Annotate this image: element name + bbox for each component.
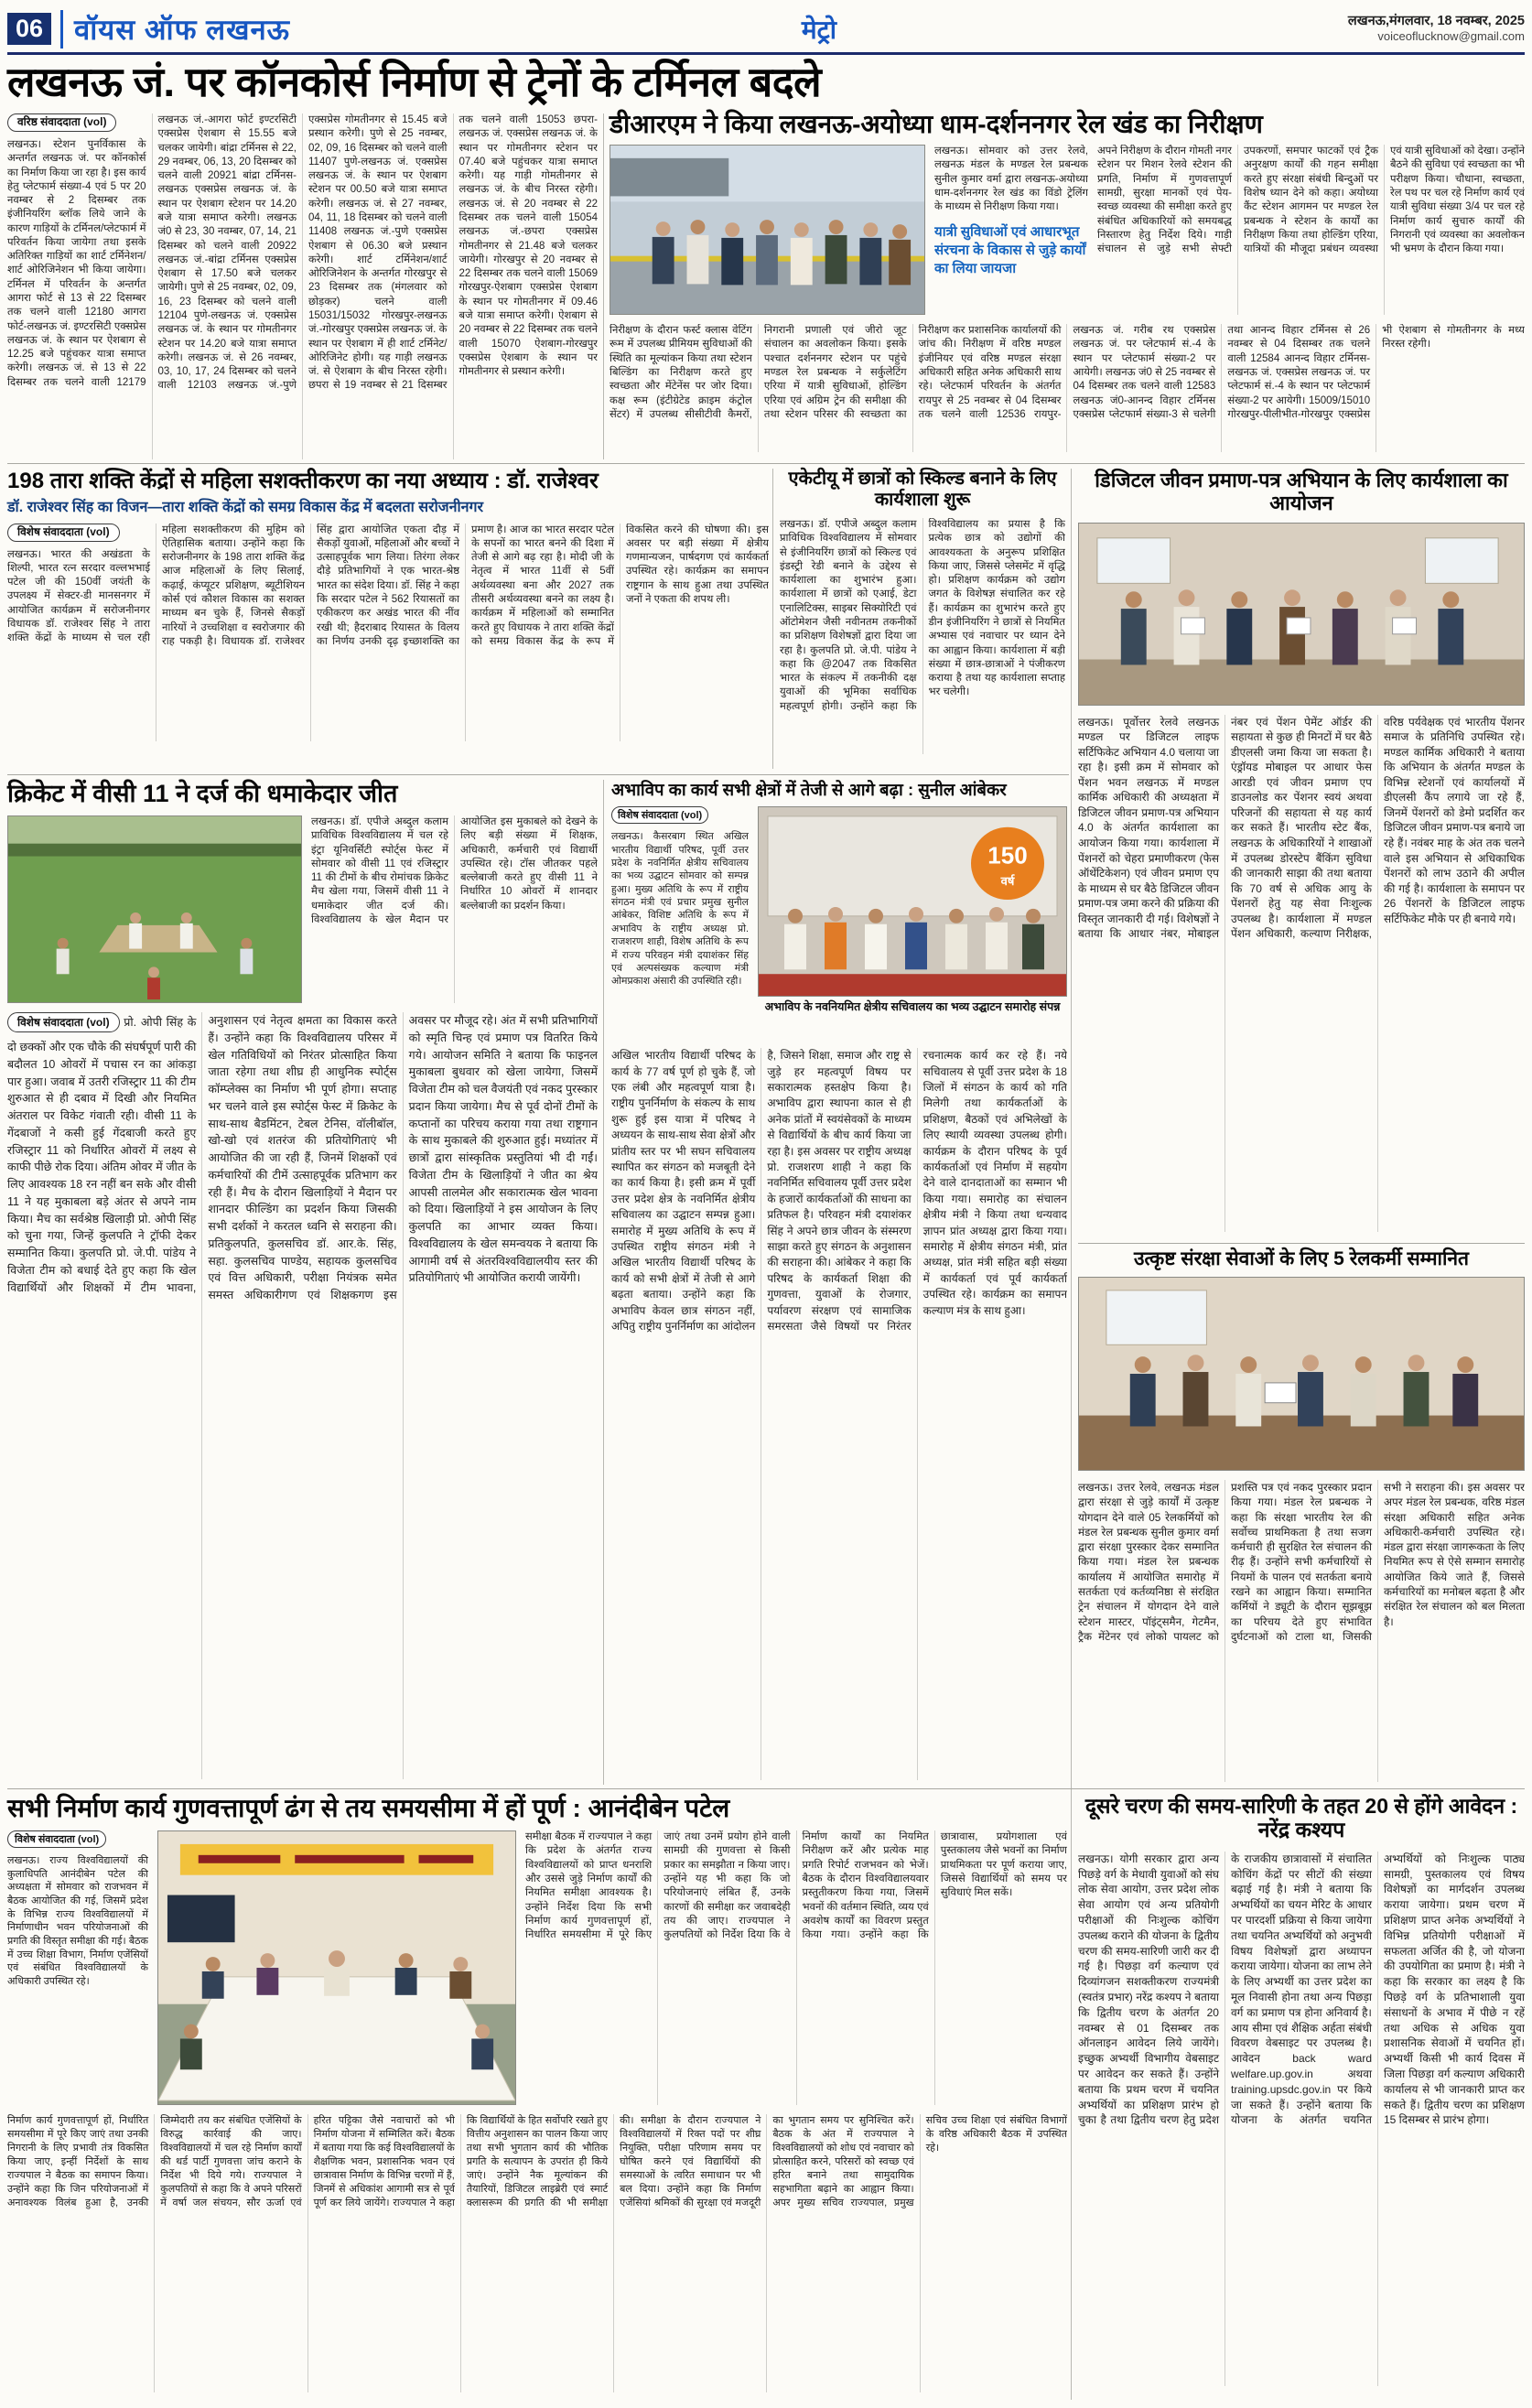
divider-vertical: [772, 469, 773, 769]
article-abvp: [611, 780, 1067, 1785]
abvp-byline: विशेष संवाददाता (vol): [611, 806, 708, 824]
drm-pullquote: यात्री सुविधाओं एवं आधारभूत संरचना के विकास से जुड़े कार्यों का लिया जायजा: [934, 223, 1086, 277]
abvp-photo-block: [758, 806, 1067, 1037]
tara-body: [7, 524, 769, 741]
governor-lead-column: [7, 1830, 148, 2105]
tara-headline: 198 तारा शक्ति केंद्रों से महिला सशक्तीकरण का नया अध्याय : डॉ. राजेश्वर: [7, 469, 599, 493]
divider-horizontal: [1078, 1243, 1525, 1244]
article-lead: [7, 113, 598, 459]
tara-byline: विशेष संवाददाता (vol): [7, 524, 120, 542]
digital-body: लखनऊ। पूर्वोत्तर रेलवे लखनऊ मण्डल पर डिजिटल लाइफ सर्टिफिकेट अभियान 4.0 चलाया जा रहा है। इसी क्रम में सोमवार को पेंशन भवन लखनऊ में मण्डल कार्मिक अधिकारी की अध्यक्षता में डिजिटल जीवन प्रमाण-पत्र अभियान 4.0 के अंतर्गत कार्यशाला का आयोजन किया गया। कार्यशाला में पेंशनरों को चेहरा प्रमाणीकरण (फेस ऑथेंटिकेशन) एवं जीवन प्रमाण एप के माध्यम से घर बैठे डिजिटल जीवन प्रमाण-पत्र जमा करने की प्रक्रिया की विस्तृत जानकारी दी गई। विशेषज्ञों ने बताया कि आधार नंबर, मोबाइल नंबर एवं पेंशन पेमेंट ऑर्डर की सहायता से कुछ ही मिनटों में घर बैठे डीएलसी जमा किया जा सकता है। एंड्रॉयड मोबाइल पर आधार फेस आरडी एवं जीवन प्रमाण एप डाउनलोड कर पेंशनर स्वयं अथवा परिजनों की सहायता से यह कार्य कर सकते हैं। भारतीय स्टेट बैंक, लखनऊ के अधिकारियों ने शाखाओं में उपलब्ध डोरस्टेप बैंकिंग सुविधा की जानकारी साझा की तथा बताया कि 70 वर्ष से अधिक आयु के पेंशनरों हेतु यह सेवा निःशुल्क उपलब्ध है। कार्यशाला में मण्डल पेंशन अधिकारी, कल्याण निरीक्षक, वरिष्ठ पर्यवेक्षक एवं भारतीय पेंशनर समाज के प्रतिनिधि उपस्थित रहे। मण्डल कार्मिक अधिकारी ने बताया कि अभियान के अंतर्गत मण्डल के विभिन्न स्टेशनों एवं कार्यालयों में डीएलसी कैंप लगाये जा रहे हैं, जिनमें पेंशनरों को डेमो प्रदर्शित कर डिजिटल जीवन प्रमाण-पत्र बनाये जा रहे हैं। नवंबर माह के अंत तक चलने वाले इस अभियान से अधिकाधिक पेंशनरों को लाभ उठाने की अपील की गई है। कार्यशाला के समापन पर 26 पेंशनरों के डिजिटल लाइफ सर्टिफिकेट मौके पर ही बनाये गये।: [1078, 715, 1525, 941]
cricket-body-text: प्रो. ओपी सिंह के दो छक्कों और एक चौके की संघर्षपूर्ण पारी की बदौलत 10 ओवरों में पचास रन का आंकड़ा पार हुआ। जवाब में उतरी रजिस्ट्रार 11 की टीम शुरुआत से ही दबाव में दिखी और नियमित अंतराल पर विकेट गंवाती रही। वीसी 11 के गेंदबाजों ने कसी हुई गेंदबाजी करते हुए रजिस्ट्रार 11 को निर्धारित ओवरों में लक्ष्य से काफी पीछे रोक दिया। अंतिम ओवर में जीत के लिए आवश्यक 18 रन नहीं बन सके और वीसी 11 ने यह मुकाबला बड़े अंतर से अपने नाम किया। मैच का सर्वश्रेष्ठ खिलाड़ी प्रो. ओपी सिंह को चुना गया, जिन्हें कुलपति ने ट्रॉफी देकर सम्मानित किया। कुलपति प्रो. जे.पी. पांडेय ने विजेता टीम को बधाई देते हुए कहा कि खेल विद्यार्थियों और शिक्षकों में टीम भावना, अनुशासन एवं नेतृत्व क्षमता का विकास करते हैं। उन्होंने कहा कि विश्वविद्यालय परिसर में खेल गतिविधियों को निरंतर प्रोत्साहित किया जाता रहेगा तथा शीघ्र ही आधुनिक स्पोर्ट्स कॉम्प्लेक्स का निर्माण भी पूर्ण होगा। सप्ताह भर चलने वाले इस स्पोर्ट्स फेस्ट में क्रिकेट के साथ-साथ बैडमिंटन, टेबल टेनिस, वॉलीबॉल, खो-खो एवं शतरंज की प्रतियोगिताएं भी आयोजित की जा रही हैं, जिनमें शिक्षकों एवं कर्मचारियों की टीमें उत्साहपूर्वक प्रतिभाग कर रही हैं। मैच के दौरान खिलाड़ियों ने मैदान पर शानदार फील्डिंग का प्रदर्शन किया जिसकी सभी दर्शकों ने करतल ध्वनि से सराहना की। प्रतिकुलपति, कुलसचिव डॉ. आर.के. सिंह, सहा. कुलसचिव पाण्डेय, सहायक कुलसचिव एवं वित्त अधिकारी, परीक्षा नियंत्रक समेत समस्त अधिकारीगण एवं शिक्षकगण इस अवसर पर मौजूद रहे। अंत में सभी प्रतिभागियों को स्मृति चिन्ह एवं प्रमाण पत्र वितरित किये गये। आयोजन समिति ने बताया कि फाइनल मुकाबला बुधवार को खेला जायेगा, जिसमें विजेता टीम को चल वैजयंती एवं नकद पुरस्कार प्रदान किया जायेगा। मैच से पूर्व दोनों टीमों के कप्तानों का परिचय कराया गया तथा राष्ट्रगान के साथ मुकाबले की शुरुआत हुई। मध्यांतर में छात्रों द्वारा सांस्कृतिक प्रस्तुतियां भी दी गईं। विजेता टीम के खिलाड़ियों ने जीत का श्रेय आपसी तालमेल और सकारात्मक खेल भावना को दिया। खिलाड़ियों ने इस आयोजन के लिए कुलपति का आभार व्यक्त किया। विश्वविद्यालय के खेल समन्वयक ने बताया कि आगामी वर्ष से अंतरविश्वविद्यालयीय स्तर की प्रतियोगिताएं भी आयोजित करायी जायेंगी।: [7, 1014, 598, 1302]
drm-headline: डीआरएम ने किया लखनऊ-अयोध्या धाम-दर्शननगर रेल खंड का निरीक्षण: [610, 110, 1263, 138]
divider-horizontal: [7, 463, 1525, 464]
divider-vertical: [1071, 469, 1072, 2400]
article-obc: [1078, 1794, 1525, 2402]
governor-bottom: निर्माण कार्य गुणवत्तापूर्ण हों, निर्धारित समयसीमा में पूरे किए जाएं तथा उनकी निगरानी के लिए प्रभावी तंत्र विकसित किया जाए, इन्हीं निर्देशों के साथ राज्यपाल ने बैठक का समापन किया। उन्होंने कहा कि जिन परियोजनाओं में अनावश्यक विलंब हुआ है, उनकी जिम्मेदारी तय कर संबंधित एजेंसियों के विरुद्ध कार्रवाई की जाए। विश्वविद्यालयों में चल रहे निर्माण कार्यों की थर्ड पार्टी गुणवत्ता जांच कराने के निर्देश भी दिये गये। राज्यपाल ने कुलपतियों से कहा कि वे अपने परिसरों में वर्षा जल संचयन, सौर ऊर्जा एवं हरित पट्टिका जैसे नवाचारों को भी निर्माण योजना में सम्मिलित करें। बैठक में बताया गया कि कई विश्वविद्यालयों के शैक्षणिक भवन, प्रशासनिक भवन एवं छात्रावास निर्माण के विभिन्न चरणों में हैं, जिनमें से अधिकांश आगामी सत्र से पूर्व पूर्ण कर लिये जायेंगे। राज्यपाल ने कहा कि विद्यार्थियों के हित सर्वोपरि रखते हुए वित्तीय अनुशासन का पालन किया जाए तथा सभी भुगतान कार्य की भौतिक प्रगति के सत्यापन के उपरांत ही किये जाएं। उन्होंने नैक मूल्यांकन की तैयारियों, डिजिटल लाइब्रेरी एवं स्मार्ट क्लासरूम की प्रगति की भी समीक्षा की। समीक्षा के दौरान राज्यपाल ने विश्वविद्यालयों में रिक्त पदों पर शीघ्र नियुक्ति, परीक्षा परिणाम समय पर घोषित करने एवं विद्यार्थियों की समस्याओं के त्वरित समाधान पर भी बल दिया। उन्होंने कहा कि निर्माण एजेंसियां श्रमिकों की सुरक्षा एवं मजदूरी का भुगतान समय पर सुनिश्चित करें। बैठक के अंत में राज्यपाल ने विश्वविद्यालयों को शोध एवं नवाचार को प्रोत्साहित करने, परिसरों को स्वच्छ एवं हरित बनाने तथा सामुदायिक सहभागिता बढ़ाने का आह्वान किया। अपर मुख्य सचिव राज्यपाल, प्रमुख सचिव उच्च शिक्षा एवं संबंधित विभागों के वरिष्ठ अधिकारी बैठक में उपस्थित रहे।: [7, 2115, 1067, 2208]
article-aktu: [780, 469, 1065, 769]
governor-byline: विशेष संवाददाता (vol): [7, 1830, 106, 1848]
safety-body: लखनऊ। उत्तर रेलवे, लखनऊ मंडल द्वारा संरक्षा से जुड़े कार्यों में उत्कृष्ट योगदान देने वाले 05 रेलकर्मियों को मंडल रेल प्रबन्धक सुनील कुमार वर्मा द्वारा संरक्षा पुरस्कार देकर सम्मानित किया गया। मंडल रेल प्रबन्धक कार्यालय में आयोजित समारोह में सतर्कता एवं कर्तव्यनिष्ठा से संरक्षित ट्रेन संचालन में योगदान देने वाले स्टेशन मास्टर, पॉइंट्समैन, गेटमैन, ट्रैक मेंटेनर एवं लोको पायलट को प्रशस्ति पत्र एवं नकद पुरस्कार प्रदान किया गया। मंडल रेल प्रबन्धक ने कहा कि संरक्षा भारतीय रेल की सर्वोच्च प्राथमिकता है तथा सजग कर्मचारी ही सुरक्षित रेल संचालन की रीढ़ हैं। उन्होंने सभी कर्मचारियों से नियमों के पालन एवं सतर्कता बनाये रखने का आह्वान किया। सम्मानित कर्मियों ने ड्यूटी के दौरान सूझबूझ का परिचय देते हुए संभावित दुर्घटनाओं को टाला था, जिसकी सभी ने सराहना की। इस अवसर पर अपर मंडल रेल प्रबन्धक, वरिष्ठ मंडल संरक्षा अधिकारी सहित अनेक अधिकारी-कर्मचारी उपस्थित रहे। मंडल द्वारा संरक्षा जागरूकता के लिए नियमित रूप से ऐसे सम्मान समारोह आयोजित किये जाते हैं, जिससे कर्मचारियों का मनोबल बढ़ता है और संरक्षित रेल संचालन को बल मिलता है।: [1078, 1481, 1525, 1643]
governor-headline: सभी निर्माण कार्य गुणवत्तापूर्ण ढंग से तय समयसीमा में हों पूर्ण : आनंदीबेन पटेल: [7, 1794, 730, 1822]
abvp-inauguration-photo: [758, 806, 1067, 997]
drm-body-continued: निरीक्षण के दौरान फर्स्ट क्लास वेटिंग रूम में उपलब्ध प्रीमियम सुविधाओं की स्थिति का मूल्यांकन किया तथा स्टेशन बिल्डिंग का निरीक्षण करते हुए स्वच्छता और मेंटेनेंस पर जोर दिया। कक्ष रूम (इंटीग्रेटेड क्राइम कंट्रोल सेंटर) में उपलब्ध सीसीटीवी कैमरों, निगरानी प्रणाली एवं जीरो जूट संचालन का अवलोकन किया। इसके पश्चात दर्शननगर स्टेशन पर पहुंचे मण्डल रेल प्रबन्धक ने सर्कुलेटिंग एरिया में यात्री सुविधाओं, होल्डिंग एरिया एवं अग्रिम ट्रेन की समीक्षा की तथा स्टेशन परिसर की स्वच्छता का निरीक्षण कर प्रशासनिक कार्यालयों की जांच की। निरीक्षण में वरिष्ठ मण्डल इंजीनियर एवं वरिष्ठ मण्डल संरक्षा अधिकारी सहित अनेक अधिकारी साथ रहे। प्लेटफार्म परिवर्तन के अंतर्गत रायपुर से 25 नवम्बर से 04 दिसम्बर तक चलने वाली 12536 रायपुर-लखनऊ जं. गरीब रथ एक्सप्रेस लखनऊ जं. पर प्लेटफार्म सं.-4 के स्थान पर प्लेटफार्म संख्या-2 पर आयेगी। लखनऊ जं0 से 25 नवम्बर से 04 दिसम्बर तक चलने वाली 12583 लखनऊ जं0-आनन्द विहार टर्मिनस एक्सप्रेस प्लेटफार्म संख्या-3 से चलेगी तथा आनन्द विहार टर्मिनस से 26 नवम्बर से 04 दिसम्बर तक चलने वाली 12584 आनन्द विहार टर्मिनस-लखनऊ जं. एक्सप्रेस लखनऊ जं. पर प्लेटफार्म सं.-4 के स्थान पर प्लेटफार्म संख्या-2 पर आयेगी। 15009/15010 गोरखपुर-पीलीभीत-गोरखपुर एक्सप्रेस भी ऐशबाग से गोमतीनगर के मध्य निरस्त रहेगी।: [610, 325, 1525, 420]
divider-vertical: [603, 780, 604, 1785]
article-safety: [1078, 1248, 1525, 1787]
abvp-lead-column: [611, 806, 749, 1037]
abvp-lead-text: लखनऊ। कैसरबाग स्थित अखिल भारतीय विद्यार्थी परिषद, पूर्वी उत्तर प्रदेश के नवनिर्मित क्षेत्रीय सचिवालय का भव्य उद्घाटन सोमवार को सम्पन्न हुआ। मुख्य अतिथि के रूप में राष्ट्रीय संगठन मंत्री एवं प्रचार प्रमुख सुनील आंबेकर, विशिष्ट अतिथि के रूप में अभाविप के राष्ट्रीय अध्यक्ष प्रो. राजशरण शाही, विशेष अतिथि के रूप में राज्य परिवहन मंत्री दयाशंकर सिंह एवं अल्पसंख्यक कल्याण मंत्री ओमप्रकाश अंसारी की उपस्थिति रही।: [611, 831, 749, 988]
divider-vertical: [603, 113, 604, 459]
cricket-body: [7, 1012, 598, 1779]
lead-byline: वरिष्ठ संवाददाता (vol): [7, 113, 116, 132]
abvp-photo-caption: अभाविप के नवनियमित क्षेत्रीय सचिवालय का भव्य उद्घाटन समारोह संपन्न: [764, 1000, 1061, 1014]
dateline: लखनऊ,मंगलवार, 18 नवम्बर, 2025: [1347, 14, 1525, 29]
divider-horizontal: [7, 774, 1069, 775]
governor-meeting-photo: [157, 1830, 516, 2105]
governor-right-cols: समीक्षा बैठक में राज्यपाल ने कहा कि प्रदेश के अंतर्गत राज्य विश्वविद्यालयों को प्राप्त धनराशि और उससे जुड़े निर्माण कार्यों की नियमित समीक्षा आवश्यक है। उन्होंने निर्देश दिया कि सभी निर्माण कार्य गुणवत्तापूर्ण हों, निर्धारित समयसीमा में पूरे किए जाएं तथा उनमें प्रयोग होने वाली सामग्री की गुणवत्ता से किसी प्रकार का समझौता न किया जाए। उन्होंने यह भी कहा कि जो परियोजनाएं लंबित हैं, उनके कारणों की समीक्षा कर जवाबदेही तय की जाए। राज्यपाल ने कुलपतियों को निर्देश दिया कि वे निर्माण कार्यों का नियमित निरीक्षण करें और प्रत्येक माह प्रगति रिपोर्ट राजभवन को भेजें। बैठक के दौरान विश्वविद्यालयवार प्रस्तुतीकरण किया गया, जिसमें भवनों की वर्तमान स्थिति, व्यय एवं अवशेष कार्यों का विवरण प्रस्तुत किया गया। उन्होंने कहा कि छात्रावास, प्रयोगशाला एवं पुस्तकालय जैसे भवनों का निर्माण प्राथमिकता पर पूर्ण कराया जाए, जिससे विद्यार्थियों को समय पर सुविधाएं मिल सकें।: [525, 1831, 1067, 1941]
cricket-byline: विशेष संवाददाता (vol): [7, 1012, 120, 1032]
cricket-headline: क्रिकेट में वीसी 11 ने दर्ज की धमाकेदार जीत: [7, 780, 398, 807]
obc-body: लखनऊ। योगी सरकार द्वारा अन्य पिछड़े वर्ग के मेधावी युवाओं को संघ लोक सेवा आयोग, उत्तर प्रदेश लोक सेवा आयोग एवं अन्य प्रतियोगी परीक्षाओं की निःशुल्क कोचिंग उपलब्ध कराने की योजना के द्वितीय चरण की समय-सारिणी जारी कर दी गई है। पिछड़ा वर्ग कल्याण एवं दिव्यांगजन सशक्तीकरण राज्यमंत्री (स्वतंत्र प्रभार) नरेंद्र कश्यप ने बताया कि द्वितीय चरण के अंतर्गत 20 नवम्बर से 01 दिसम्बर तक ऑनलाइन आवेदन लिये जायेंगे। इच्छुक अभ्यर्थी विभागीय वेबसाइट पर आवेदन कर सकते हैं। उन्होंने बताया कि प्रथम चरण में चयनित अभ्यर्थियों का प्रशिक्षण प्रारंभ हो चुका है तथा द्वितीय चरण हेतु प्रदेश के राजकीय छात्रावासों में संचालित कोचिंग केंद्रों पर सीटों की संख्या बढ़ाई गई है। मंत्री ने बताया कि अभ्यर्थियों का चयन मेरिट के आधार पर पारदर्शी प्रक्रिया से किया जायेगा तथा चयनित अभ्यर्थियों को अनुभवी विषय विशेषज्ञों द्वारा अध्यापन कराया जायेगा। योजना का लाभ लेने के लिए अभ्यर्थी का उत्तर प्रदेश का मूल निवासी होना तथा अन्य पिछड़ा वर्ग का प्रमाण पत्र होना अनिव‍ार्य है। आय सीमा एवं शैक्षिक अर्हता संबंधी विवरण वेबसाइट पर उपलब्ध है। आवेदन back ward welfare.up.gov.in अथवा training.upsdc.gov.in पर किये जा सकते हैं। उन्होंने बताया कि योजना के अंतर्गत चयनित अभ्यर्थियों को निःशुल्क पाठ्य सामग्री, पुस्तकालय एवं विषय विशेषज्ञों का मार्गदर्शन उपलब्ध कराया जायेगा। प्रथम चरण में प्रशिक्षण प्राप्त अनेक अभ्यर्थियों ने विभिन्न प्रतियोगी परीक्षाओं में सफलता अर्जित की है, जो योजना की उपयोगिता का प्रमाण है। मंत्री ने कहा कि सरकार का लक्ष्य है कि पिछड़े वर्ग के प्रतिभाशाली युवा संसाधनों के अभाव में पीछे न रहें तथा अधिक से अधिक युवा प्रशासनिक सेवाओं में चयनित हों। अभ्यर्थी किसी भी कार्य दिवस में जिला पिछड़ा वर्ग कल्याण अधिकारी कार्यालय से भी जानकारी प्राप्त कर सकते हैं। द्वितीय चरण का प्रशिक्षण 15 दिसम्बर से प्रारंभ होगा।: [1078, 1852, 1525, 2127]
masthead: वॉयस ऑफ लखनऊ: [60, 10, 290, 49]
aktu-body: लखनऊ। डॉ. एपीजे अब्दुल कलाम प्राविधिक विश्वविद्यालय में सोमवार से इंजीनियरिंग छात्रों को स्किल्ड एवं इंडस्ट्री रेडी बनाने के उद्देश्य से कार्यशाला का शुभारंभ हुआ। कार्यशाला में छात्रों को एआई, डेटा एनालिटिक्स, साइबर सिक्योरिटी एवं ऑटोमेशन जैसी नवीनतम तकनीकों का प्रशिक्षण विशेषज्ञों द्वारा दिया जा रहा है। कुलपति प्रो. जे.पी. पांडेय ने कहा कि @2047 तक विकसित भारत के संकल्प में तकनीकी दक्ष युवाओं की भूमिका सर्वाधिक महत्वपूर्ण होगी। उन्होंने कहा कि विश्वविद्यालय का प्रयास है कि प्रत्येक छात्र को उद्योगों की आवश्यकता के अनुरूप प्रशिक्षित किया जाए, जिससे प्लेसमेंट में वृद्धि हो। प्रशिक्षण कार्यक्रम को उद्योग जगत के विशेषज्ञ संचालित कर रहे हैं। कार्यक्रम का शुभारंभ करते हुए डीन इंजीनियरिंग ने छात्रों से नियमित अभ्यास एवं नवाचार पर ध्यान देने का आह्वान किया। कार्यशाला में बड़ी संख्या में छात्र-छात्राओं ने पंजीकरण कराया है तथा यह कार्यशाला सप्ताह भर चलेगी।: [780, 519, 1065, 712]
abvp-body: अखिल भारतीय विद्यार्थी परिषद के कार्य के 77 वर्ष पूर्ण हो चुके हैं, जो एक लंबी और महत्वपूर्ण यात्रा है। राष्ट्रीय पुनर्निर्माण के संकल्प के साथ शुरू हुई इस यात्रा में परिषद ने अध्ययन के साथ-साथ सेवा क्षेत्रों और प्रांतीय स्तर पर भी सघन सचिवालय स्थापित कर संगठन को मजबूती देने का कार्य किया है। इसी क्रम में पूर्वी उत्तर प्रदेश क्षेत्र के नवनिर्मित क्षेत्रीय सचिवालय का उद्घाटन सम्पन्न हुआ। समारोह में मुख्य अतिथि के रूप में उपस्थित राष्ट्रीय संगठन मंत्री ने अखिल भारतीय विद्यार्थी परिषद के कार्य को सभी क्षेत्रों में तेजी से आगे बढ़ता बताया। उन्होंने कहा कि अभाविप केवल छात्र संगठन नहीं, अपितु राष्ट्रीय पुनर्निर्माण का आंदोलन है, जिसने शिक्षा, समाज और राष्ट्र से जुड़े हर महत्वपूर्ण विषय पर सकारात्मक हस्तक्षेप किया है। अभाविप द्वारा स्थापना काल से ही अनेक प्रांतों में स्वयंसेवकों के माध्यम से विद्यार्थियों के बीच कार्य किया जा रहा है। इस अवसर पर राष्ट्रीय अध्यक्ष प्रो. राजशरण शाही ने कहा कि नवनिर्मित सचिवालय पूर्वी उत्तर प्रदेश के हजारों कार्यकर्ताओं की साधना का प्रतिफल है। परिवहन मंत्री दयाशंकर सिंह ने अपने छात्र जीवन के संस्मरण साझा करते हुए संगठन के अनुशासन की सराहना की। आंबेकर ने कहा कि परिषद के कार्यकर्ता शिक्षा की गुणवत्ता, युवाओं के रोजगार, पर्यावरण संरक्षण एवं सामाजिक समरसता जैसे विषयों पर निरंतर रचनात्मक कार्य कर रहे हैं। नये सचिवालय से पूर्वी उत्तर प्रदेश के 18 जिलों में संगठन के कार्य को गति मिलेगी तथा कार्यकर्ताओं के प्रशिक्षण, बैठकों एवं अभिलेखों के लिए स्थायी व्यवस्था उपलब्ध होगी। कार्यक्रम के दौरान परिषद के पूर्व कार्यकर्ताओं एवं निर्माण में सहयोग देने वाले दानदाताओं का सम्मान भी किया गया। समारोह का संचालन क्षेत्रीय मंत्री ने किया तथा धन्यवाद ज्ञापन प्रांत अध्यक्ष द्वारा किया गया। समारोह में क्षेत्रीय संगठन मंत्री, प्रांत अध्यक्ष, प्रांत मंत्री सहित बड़ी संख्या में कार्यकर्ता एवं पूर्व कार्यकर्ता उपस्थित रहे। कार्यक्रम का समापन कल्याण मंत्र के साथ हुआ।: [611, 1049, 1067, 1333]
obc-headline: दूसरे चरण की समय-सारिणी के तहत 20 से होंगे आवेदन : नरेंद्र कश्यप: [1084, 1794, 1518, 1842]
header-dateline-block: [1348, 13, 1525, 44]
digital-workshop-photo: [1078, 523, 1525, 706]
contact-email: voiceoflucknow@gmail.com: [1377, 29, 1525, 44]
article-cricket: [7, 780, 598, 1785]
governor-col1: लखनऊ। राज्य विश्वविद्यालयों की कुलाधिपति आनंदीबेन पटेल की अध्यक्षता में सोमवार को राजभवन में बैठक आयोजित की गई, जिसमें प्रदेश के विभिन्न राज्य विश्वविद्यालयों में निर्माणाधीन भवन परियोजनाओं की प्रगति की विस्तृत समीक्षा की गई। बैठक में उच्च शिक्षा विभाग, निर्माण एजेंसियों एवं संबंधित विश्वविद्यालयों के अधिकारी उपस्थित रहे।: [7, 1855, 148, 1987]
drm-body: अपने निरीक्षण के दौरान गोमती नगर स्टेशन पर मिशन रेलवे स्टेशन की प्रगति, निर्माण में गुणवत्तापूर्ण सामग्री, सुरक्षा मानकों एवं पेय-स्वच्छ व्यवस्था की समीक्षा करते हुए संबंधित अधिकारियों को समयबद्ध निस्तारण हेतु निर्देश दिये। गाड़ी संचालन से जुड़े सभी सेफ्टी उपकरणों, समपार फाटकों एवं ट्रैक अनुरक्षण कार्यों की गहन समीक्षा करते हुए संरक्षा संबंधी बिन्दुओं पर विशेष ध्यान देने को कहा। अयोध्या कैंट स्टेशन आगमन पर मण्डल रेल प्रबन्धक ने स्टेशन के कार्यों का निरीक्षण किया तथा होल्डिंग एरिया, यात्रियों की मौजूदा प्रबंधन व्यवस्था एवं यात्री सुविधाओं को देखा। उन्होंने बैठने की सुविधा एवं स्वच्छता का भी परीक्षण किया। चौधाना, स्वच्छता, रेल पथ पर चल रहे निर्माण कार्य एवं यात्री सुविधा संख्या 3/4 पर चल रहे निर्माण कार्य सुचारु कार्यों की निगरानी एवं व्यवस्था का अवलोकन भी भ्रमण के दौरान किया गया।: [1097, 146, 1525, 255]
abvp-badge-word: वर्ष: [1000, 874, 1015, 889]
tara-body-text: लखनऊ। भारत की अखंडता के शिल्पी, भारत रत्न सरदार वल्लभभाई पटेल जी की 150वीं जयंती के उपलक्ष्य में सेक्टर-डी मानसनगर में आयोजित कार्यक्रम में सरोजनीनगर विधायक डॉ. राजेश्वर सिंह ने तारा शक्ति केंद्रों के माध्यम से चल रही महिला सशक्तीकरण की मुहिम को ऐतिहासिक बताया। उन्होंने कहा कि सरोजनीनगर के 198 तारा शक्ति केंद्र आज महिलाओं के लिए सिलाई, कढ़ाई, कंप्यूटर प्रशिक्षण, ब्यूटीशियन कोर्स एवं कौशल विकास का सशक्त माध्यम बन चुके हैं, जिनसे सैकड़ों नारियों ने उच्चशिक्षा व स्वरोजगार की राह पकड़ी है। विधायक डॉ. राजेश्वर सिंह द्वारा आयोजित एकता दौड़ में सैकड़ों युवाओं, महिलाओं और बच्चों ने उत्साहपूर्वक भाग लिया। तिरंगा लेकर दौड़े प्रतिभागियों ने एक भारत-श्रेष्ठ भारत का संदेश दिया। डॉ. सिंह ने कहा कि सरदार पटेल ने 562 रियासतों का एकीकरण कर अखंड भारत की नींव रखी थी; हैदराबाद रियासत के विलय का निर्णय उनकी दृढ़ इच्छाशक्ति का प्रमाण है। आज का भारत सरदार पटेल के सपनों का भारत बनने की दिशा में तेजी से आगे बढ़ रहा है। मोदी जी के नेतृत्व में भारत 11वीं से 5वीं अर्थव्यवस्था बना और 2027 तक तीसरी अर्थव्यवस्था बनने का लक्ष्य है। कार्यक्रम में महिलाओं को सम्मानित करते हुए विधायक ने तारा शक्ति केंद्रों को समग्र विकास केंद्र के रूप में विकसित करने की घोषणा की। इस अवसर पर बड़ी संख्या में क्षेत्रीय गणमान्यजन, पार्षदगण एवं कार्यकर्ता उपस्थित रहे। कार्यक्रम का समापन राष्ट्रगान के साथ हुआ तथा उपस्थित जनों ने एकता की शपथ ली।: [7, 524, 769, 647]
tara-subhead: डॉ. राजेश्वर सिंह का विजन—तारा शक्ति केंद्रों को समग्र विकास केंद्र में बदलता सरोजनीनगर: [7, 499, 484, 515]
page-number: 06: [7, 13, 51, 45]
lead-headline: लखनऊ जं. पर कॉनकोर्स निर्माण से ट्रेनों के टर्मिनल बदले: [7, 59, 822, 105]
divider-horizontal: [7, 1788, 1525, 1789]
safety-award-photo: [1078, 1277, 1525, 1471]
abvp-headline: अभाविप का कार्य सभी क्षेत्रों में तेजी से आगे बढ़ा : सुनील आंबेकर: [611, 780, 1007, 799]
drm-inspection-photo: [610, 145, 925, 315]
article-drm: [610, 110, 1525, 461]
drm-intro-column: [934, 145, 1088, 315]
article-digital: [1078, 469, 1525, 1239]
section-name: मेट्रो: [801, 15, 836, 44]
abvp-badge-number: 150: [987, 843, 1028, 869]
lead-body-text: लखनऊ। स्टेशन पुनर्विकास के अन्तर्गत लखनऊ जं. पर कॉनकोर्स का निर्माण किया जा रहा है। इस कार्य हेतु प्लेटफार्म संख्या-4 एवं 5 पर 20 नवम्बर से 2 दिसम्बर तक इंजीनियरिंग ब्लॉक लिये जाने के कारण गाड़ियों के टर्मिनल/प्लेटफार्म में परिवर्तन किया जायेगा तथा इसके अतिरिक्त गाड़ियों का शार्ट टर्मिनेशन/शार्ट ओरिजिनेशन भी किया जायेगा। टर्मिनल में परिवर्तन के अन्तर्गत आगरा फोर्ट से 13 से 22 दिसम्बर तक चलने वाली 12180 आगरा फोर्ट-लखनऊ जं. इण्टरसिटी एक्सप्रेस लखनऊ जं. के स्थान पर ऐशबाग से 12.25 बजे पहुंचकर यात्रा समाप्त करेगी। लखनऊ जं. से 13 से 22 दिसम्बर तक चलने वाली 12179 लखनऊ जं.-आगरा फोर्ट इण्टरसिटी एक्सप्रेस ऐशबाग से 15.55 बजे चलकर जायेगी। बांद्रा टर्मिनस से 22, 29 नवम्बर, 06, 13, 20 दिसम्बर को चलने वाली 20921 बांद्रा टर्मिनस-लखनऊ एक्सप्रेस लखनऊ जं. के स्थान पर ऐशबाग स्टेशन पर 14.20 बजे यात्रा समाप्त करेगी। लखनऊ जं0 से 23, 30 नवम्बर, 07, 14, 21 दिसम्बर को चलने वाली 20922 लखनऊ जं.-बांद्रा टर्मिनस एक्सप्रेस ऐशबाग से 17.50 बजे चलकर जायेगी। पुणे से 25 नवम्बर, 02, 09, 16, 23 दिसम्बर को चलने वाली 12104 पुणे-लखनऊ जं. एक्सप्रेस लखनऊ जं. के स्थान पर गोमतीनगर स्टेशन पर 14.20 बजे यात्रा समाप्त करेगी। लखनऊ जं. से 26 नवम्बर, 03, 10, 17, 24 दिसम्बर को चलने वाली 12103 लखनऊ जं.-पुणे एक्सप्रेस गोमतीनगर से 15.45 बजे प्रस्थान करेगी। पुणे से 25 नवम्बर, 02, 09, 16 दिसम्बर को चलने वाली 11407 पुणे-लखनऊ जं. एक्सप्रेस लखनऊ जं. के स्थान पर ऐशबाग स्टेशन पर 00.50 बजे यात्रा समाप्त करेगी। लखनऊ जं. से 27 नवम्बर, 04, 11, 18 दिसम्बर को चलने वाली 11408 लखनऊ जं.-पुणे एक्सप्रेस ऐशबाग से 06.30 बजे प्रस्थान करेगी। शार्ट टर्मिनेशन/शार्ट ओरिजिनेशन के अन्तर्गत गोरखपुर से 23 दिसम्बर तक (मंगलवार को छोड़कर) चलने वाली 15031/15032 गोरखपुर-लखनऊ जं.-गोरखपुर एक्सप्रेस लखनऊ जं. के स्थान पर ऐशबाग में ही शार्ट टर्मिनेट/ओरिजिनेट होगी। यह गाड़ी लखनऊ जं. से ऐशबाग के बीच निरस्त रहेगी। छपरा से 19 नवम्बर से 21 दिसम्बर तक चलने वाली 15053 छपरा-लखनऊ जं. एक्सप्रेस लखनऊ जं. के स्थान पर गोमतीनगर स्टेशन पर 07.40 बजे पहुंचकर यात्रा समाप्त करेगी। यह गाड़ी गोमतीनगर से लखनऊ जं. के बीच निरस्त रहेगी। लखनऊ जं. से 20 नवम्बर से 22 दिसम्बर तक चलने वाली 15054 लखनऊ जं.-छपरा एक्सप्रेस गोमतीनगर से 21.48 बजे चलकर जायेगी। गोरखपुर से 20 नवम्बर से 22 दिसम्बर तक चलने वाली 15069 गोरखपुर-ऐशबाग एक्सप्रेस ऐशबाग के स्थान पर गोमतीनगर में 09.46 बजे यात्रा समाप्त करेगी। ऐशबाग से 20 नवम्बर से 22 दिसम्बर तक चलने वाली 15070 ऐशबाग-गोरखपुर एक्सप्रेस ऐशबाग के स्थान पर गोमतीनगर से प्रस्थान करेगी।: [7, 114, 598, 392]
article-tara: [7, 469, 769, 769]
digital-headline: डिजिटल जीवन प्रमाण-पत्र अभियान के लिए कार्यशाला का आयोजन: [1095, 469, 1508, 515]
page-header: [7, 5, 1525, 55]
lead-article-body: [7, 113, 598, 459]
aktu-headline: एकेटीयू में छात्रों को स्किल्ड बनाने के लिए कार्यशाला शुरू: [788, 469, 1057, 510]
cricket-match-photo: [7, 815, 302, 1003]
cricket-intro: लखनऊ। डॉ. एपीजे अब्दुल कलाम प्राविधिक विश्वविद्यालय में चल रहे इंट्रा यूनिवर्सिटी स्पोर्ट्स फेस्ट में सोमवार को वीसी 11 एवं रजिस्ट्रार 11 की टीमों के बीच रोमांचक क्रिकेट मैच खेला गया, जिसमें वीसी 11 ने धमाकेदार जीत दर्ज की। विश्वविद्यालय के खेल मैदान पर आयोजित इस मुकाबले को देखने के लिए बड़ी संख्या में शिक्षक, अधिकारी, कर्मचारी एवं विद्यार्थी उपस्थित रहे। टॉस जीतकर पहले बल्लेबाजी करते हुए वीसी 11 ने निर्धारित 10 ओवरों में शानदार बल्लेबाजी का प्रदर्शन किया।: [311, 816, 598, 926]
drm-intro: लखनऊ। सोमवार को उत्तर रेलवे, लखनऊ मंडल के मण्डल रेल प्रबन्धक सुनील कुमार वर्मा द्वारा लखनऊ-अयोध्या धाम-दर्शननगर रेल खंड का विंडो ट्रेलिंग के माध्यम से निरीक्षण किया गया।: [934, 146, 1088, 213]
safety-headline: उत्कृष्ट संरक्षा सेवाओं के लिए 5 रेलकर्मी सम्मानित: [1133, 1248, 1470, 1269]
article-governor: [7, 1794, 1067, 2402]
